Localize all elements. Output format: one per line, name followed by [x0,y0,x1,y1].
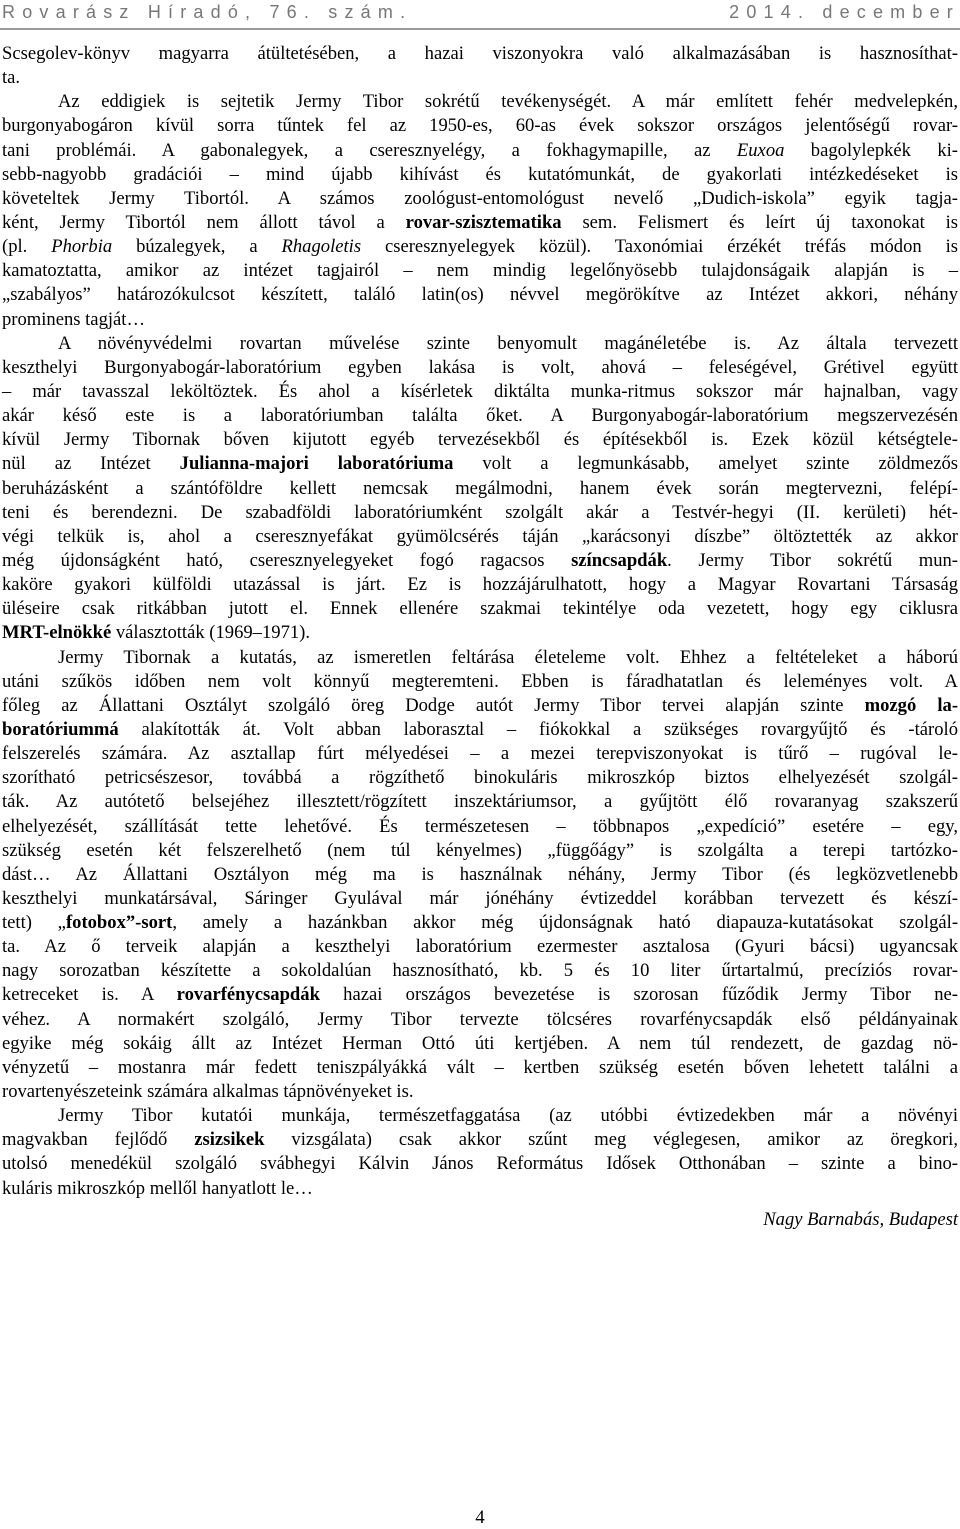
text-run: utolsó menedékül szolgáló svábhegyi Kálvin János Református Idősek Otthonában – szinte a bino- [2,1153,958,1175]
text-line [2,887,958,911]
text-line [2,694,958,718]
text-line [2,863,958,887]
text-run: kaköre gyakori külföldi utazással is járt. Ez is hozzájárulhatott, hogy a Magyar Rovartani Társaság [2,574,958,596]
text-run: ként, Jermy Tibortól nem állott távol a [2,211,406,233]
text-line [2,1152,958,1176]
text-run: Scsegolev-könyv magyarra átültetésében, a hazai viszonyokra való alkalmazásában is hasznosíthat- [2,43,958,64]
text-run: elhelyezését, szállítását tette lehetővé. És természetesen – többnapos „expedíció” esetére – egy, [2,815,958,837]
bold-term: boratóriummá [2,718,119,740]
text-line [2,549,958,573]
text-run: kamatoztatta, amikor az intézet tagjairól – nem mindig legelőnyösebb tulajdonságaik alapján is – [2,260,958,282]
bold-term: színcsapdák [571,549,668,571]
text-run: búzalegyek, a [112,236,282,258]
text-line [2,1032,958,1056]
text-run: sem. Felismert és leírt új taxonokat is [561,211,958,233]
issue-date: 2014. december [729,2,960,22]
bold-term: Julianna-majori laboratóriuma [179,453,454,475]
text-run: rovartenyészeteink számára alkalmas tápnövényeket is. [2,1081,414,1103]
text-line [2,1080,958,1104]
text-run: kuláris mikroszkóp mellől hanyatlott le… [2,1177,313,1199]
text-run: „szabályos” határozókulcsot készített, találó latin(os) névvel megörökítve az Intézet akkori, néhány [2,284,958,306]
text-line [2,42,958,66]
text-line [2,766,958,790]
bold-term: MRT-elnökké [2,622,112,644]
text-line [2,718,958,742]
page-number: 4 [475,1507,485,1528]
italic-term: Euxoa [736,139,785,161]
text-run: véhez. A normakért szolgáló, Jermy Tibor tervezte tölcséres rovarfénycsapdák első példányainak [2,1008,958,1030]
text-run: (pl. [2,236,52,258]
text-line [2,90,958,114]
text-run: keszthelyi munkatársával, Sáringer Gyulával már jónéhány évtizeddel korábban tervezett és készí- [2,887,958,909]
text-line [2,597,958,621]
text-run: ta. Az ő terveik alapján a keszthelyi laboratórium ezermester asztalosa (Gyuri bácsi) ugyancsak [2,936,958,958]
text-run: nül az Intézet [2,453,180,475]
text-line [2,308,958,332]
text-run: nagy sorozatban készítette a sokoldalúan hasznosítható, kb. 5 és 10 liter űrtartalmú, precíziós rovar- [2,960,958,982]
text-line [2,742,958,766]
text-run: prominens tagját… [2,308,146,330]
text-line [2,839,958,863]
text-line [2,525,958,549]
text-run: cseresznyelegyek közül). Taxonómiai érzékét tréfás módon is [361,236,958,258]
text-run: utáni szűkös időben nem volt könnyű megteremteni. Ebben is fáradhatatlan és leleményes volt. A [2,670,958,692]
text-run: magvakban fejlődő [2,1129,195,1151]
text-line [2,1177,958,1201]
text-line [2,935,958,959]
text-line [2,211,958,235]
text-line [2,959,958,983]
text-line [2,501,958,525]
text-run: Az eddigiek is sejtetik Jermy Tibor sokrétű tevékenységét. A már említett fehér medvelepkén, [58,91,958,113]
text-line [2,163,958,187]
text-run: volt a legmunkásabb, amelyet szinte zöldmezős [453,453,959,475]
article-body [2,42,958,1232]
bold-term: zsizsikek [194,1129,265,1151]
text-line [2,356,958,380]
text-run: kívül Jermy Tibornak bőven kijutott egyéb tervezésekből és építésekből is. Ezek közül kétségtele- [2,429,958,451]
text-run: – már tavasszal leköltöztek. És ahol a kísérletek diktálta munka-ritmus sokszor már hajnalban, vagy [2,380,958,402]
text-run: keszthelyi Burgonyabogár-laboratórium egyben lakása is volt, ahová – feleségével, Grétivel együtt [2,356,958,378]
text-line [2,404,958,428]
text-run: bagolylepkék ki- [784,139,958,161]
text-run: akár késő este is a laboratóriumban találta őket. A Burgonyabogár-laboratórium megszervezésén [2,405,958,427]
header-rule [0,28,960,30]
text-run: hazai országos bevezetése is szorosan fűződik Jermy Tibor ne- [319,984,958,1006]
text-run: Jermy Tibornak a kutatás, az ismeretlen feltárása életeleme volt. Ehhez a feltételeket a háború [58,646,958,668]
text-line [2,1128,958,1152]
text-run: alakították át. Volt abban laborasztal – fiókokkal a szükséges rovargyűjtő és -tároló [118,718,958,740]
text-line [2,1056,958,1080]
bold-term: mozgó la- [864,694,959,716]
text-run: szorítható petricsészesor, továbbá a rögzíthető binokuláris mikroszkóp biztos elhelyezését szolgál- [2,767,958,789]
text-line [2,66,958,90]
text-run: vényzetű – mostanra már fedett teniszpályákká vált – kertben szükség esetén bőven lehetett találni a [2,1056,958,1078]
text-run: végi telkük is, ahol a cseresznyefákat gyümölcsérés táján „karácsonyi díszbe” öltöztették az akkor [2,525,958,547]
journal-issue-title: Rovarász Híradó, 76. szám. [2,2,413,22]
text-line [2,187,958,211]
text-run: burgonyabogáron kívül sorra tűntek fel az 1950-es, 60-as évek sokszor országos jelentőségű rovar- [2,115,958,137]
text-line [2,477,958,501]
text-line [2,1104,958,1128]
text-run: vizsgálata) csak akkor szűnt meg véglegesen, amikor az öregkori, [264,1129,958,1151]
text-run: dást… Az Állattani Osztályon még ma is használnak néhány, Jermy Tibor (és legközvetlenebb [2,863,958,885]
bold-term: ”-sort [125,912,173,934]
bold-term: rovar-szisztematika [405,211,562,233]
text-run: főleg az Állattani Osztályt szolgáló öreg Dodge autót Jermy Tibor tervei alapján szinte [2,694,865,716]
text-run: követeltek Jermy Tibortól. A számos zoológust-entomológust nevelő „Dudich-iskola” egyik tagja- [2,187,958,209]
text-run: üléseire csak ritkábban jutott el. Ennek ellenére szakmai tekintélye oda vezetett, hogy egy ciklusra [2,598,958,620]
text-run: ták. Az autótető belsejéhez illesztett/rögzített inszektáriumsor, a gyűjtött élő rovaranyag szakszerű [2,791,958,813]
text-run: ketreceket is. A [2,984,177,1006]
text-line [2,259,958,283]
text-line [2,983,958,1007]
text-run: sebb-nagyobb gradációi – mind újabb kihívást és kutatómunkát, de gyakorlati intézkedéseket is [2,163,958,185]
text-run: ta. [2,67,21,89]
text-run: felszerelés számára. Az asztallap fúrt mélyedései – a mezei terepviszonyokat is tűrő – rugóval le- [2,743,958,765]
text-run: tani problémái. A gabonalegyek, a cseresznyelégy, a fokhagymapille, az [2,139,737,161]
text-line [2,790,958,814]
italic-term: Phorbia [51,236,113,258]
text-run: A növényvédelmi rovartan művelése szinte benyomult magánéletébe is. Az általa tervezett [58,332,958,354]
text-line [2,235,958,259]
text-run: szükség esetén két felszerelhető (nem túl kényelmes) „függőágy” is szolgálta a terepi tartózko- [2,839,958,861]
text-line [2,139,958,163]
text-line [2,283,958,307]
text-run: még újdonságként ható, cseresznyelegyeket fogó ragacsos [2,549,572,571]
text-run: egyike még sokáig állt az Intézet Herman Ottó úti kertjében. A nem túl rendezett, de gazdag nö- [2,1032,958,1054]
text-run: , amely a hazánkban akkor még újdonságnak ható diapauza-kutatásokat szolgál- [172,912,959,934]
text-line [2,452,958,476]
text-run: beruházásként a szántóföldre kellett nemcsak megálmodni, hanem évek során megtervezni, felépí- [2,477,958,499]
text-line [2,332,958,356]
text-line [2,380,958,404]
text-run: . Jermy Tibor sokrétű mun- [667,549,958,571]
text-line [2,646,958,670]
author-signature: Nagy Barnabás, Budapest [763,1208,958,1230]
text-run: teni és berendezni. De szabadföldi laboratóriumként szolgált akár a Testvér-hegyi (II. kerületi) hét- [2,501,958,523]
text-line [2,911,958,935]
text-run: tett) „ [2,912,66,934]
text-run: választották (1969–1971). [111,622,311,644]
text-line [2,670,958,694]
bold-term: rovarfénycsapdák [176,984,320,1006]
text-run: Jermy Tibor kutatói munkája, természetfaggatása (az utóbbi évtizedekben már a növényi [58,1105,958,1127]
text-line [2,573,958,597]
text-line [2,1008,958,1032]
bold-term: fotobox [65,912,126,934]
text-line [2,114,958,138]
text-line [2,815,958,839]
text-line [2,428,958,452]
text-line [2,621,958,645]
italic-term: Rhagoletis [281,236,362,258]
